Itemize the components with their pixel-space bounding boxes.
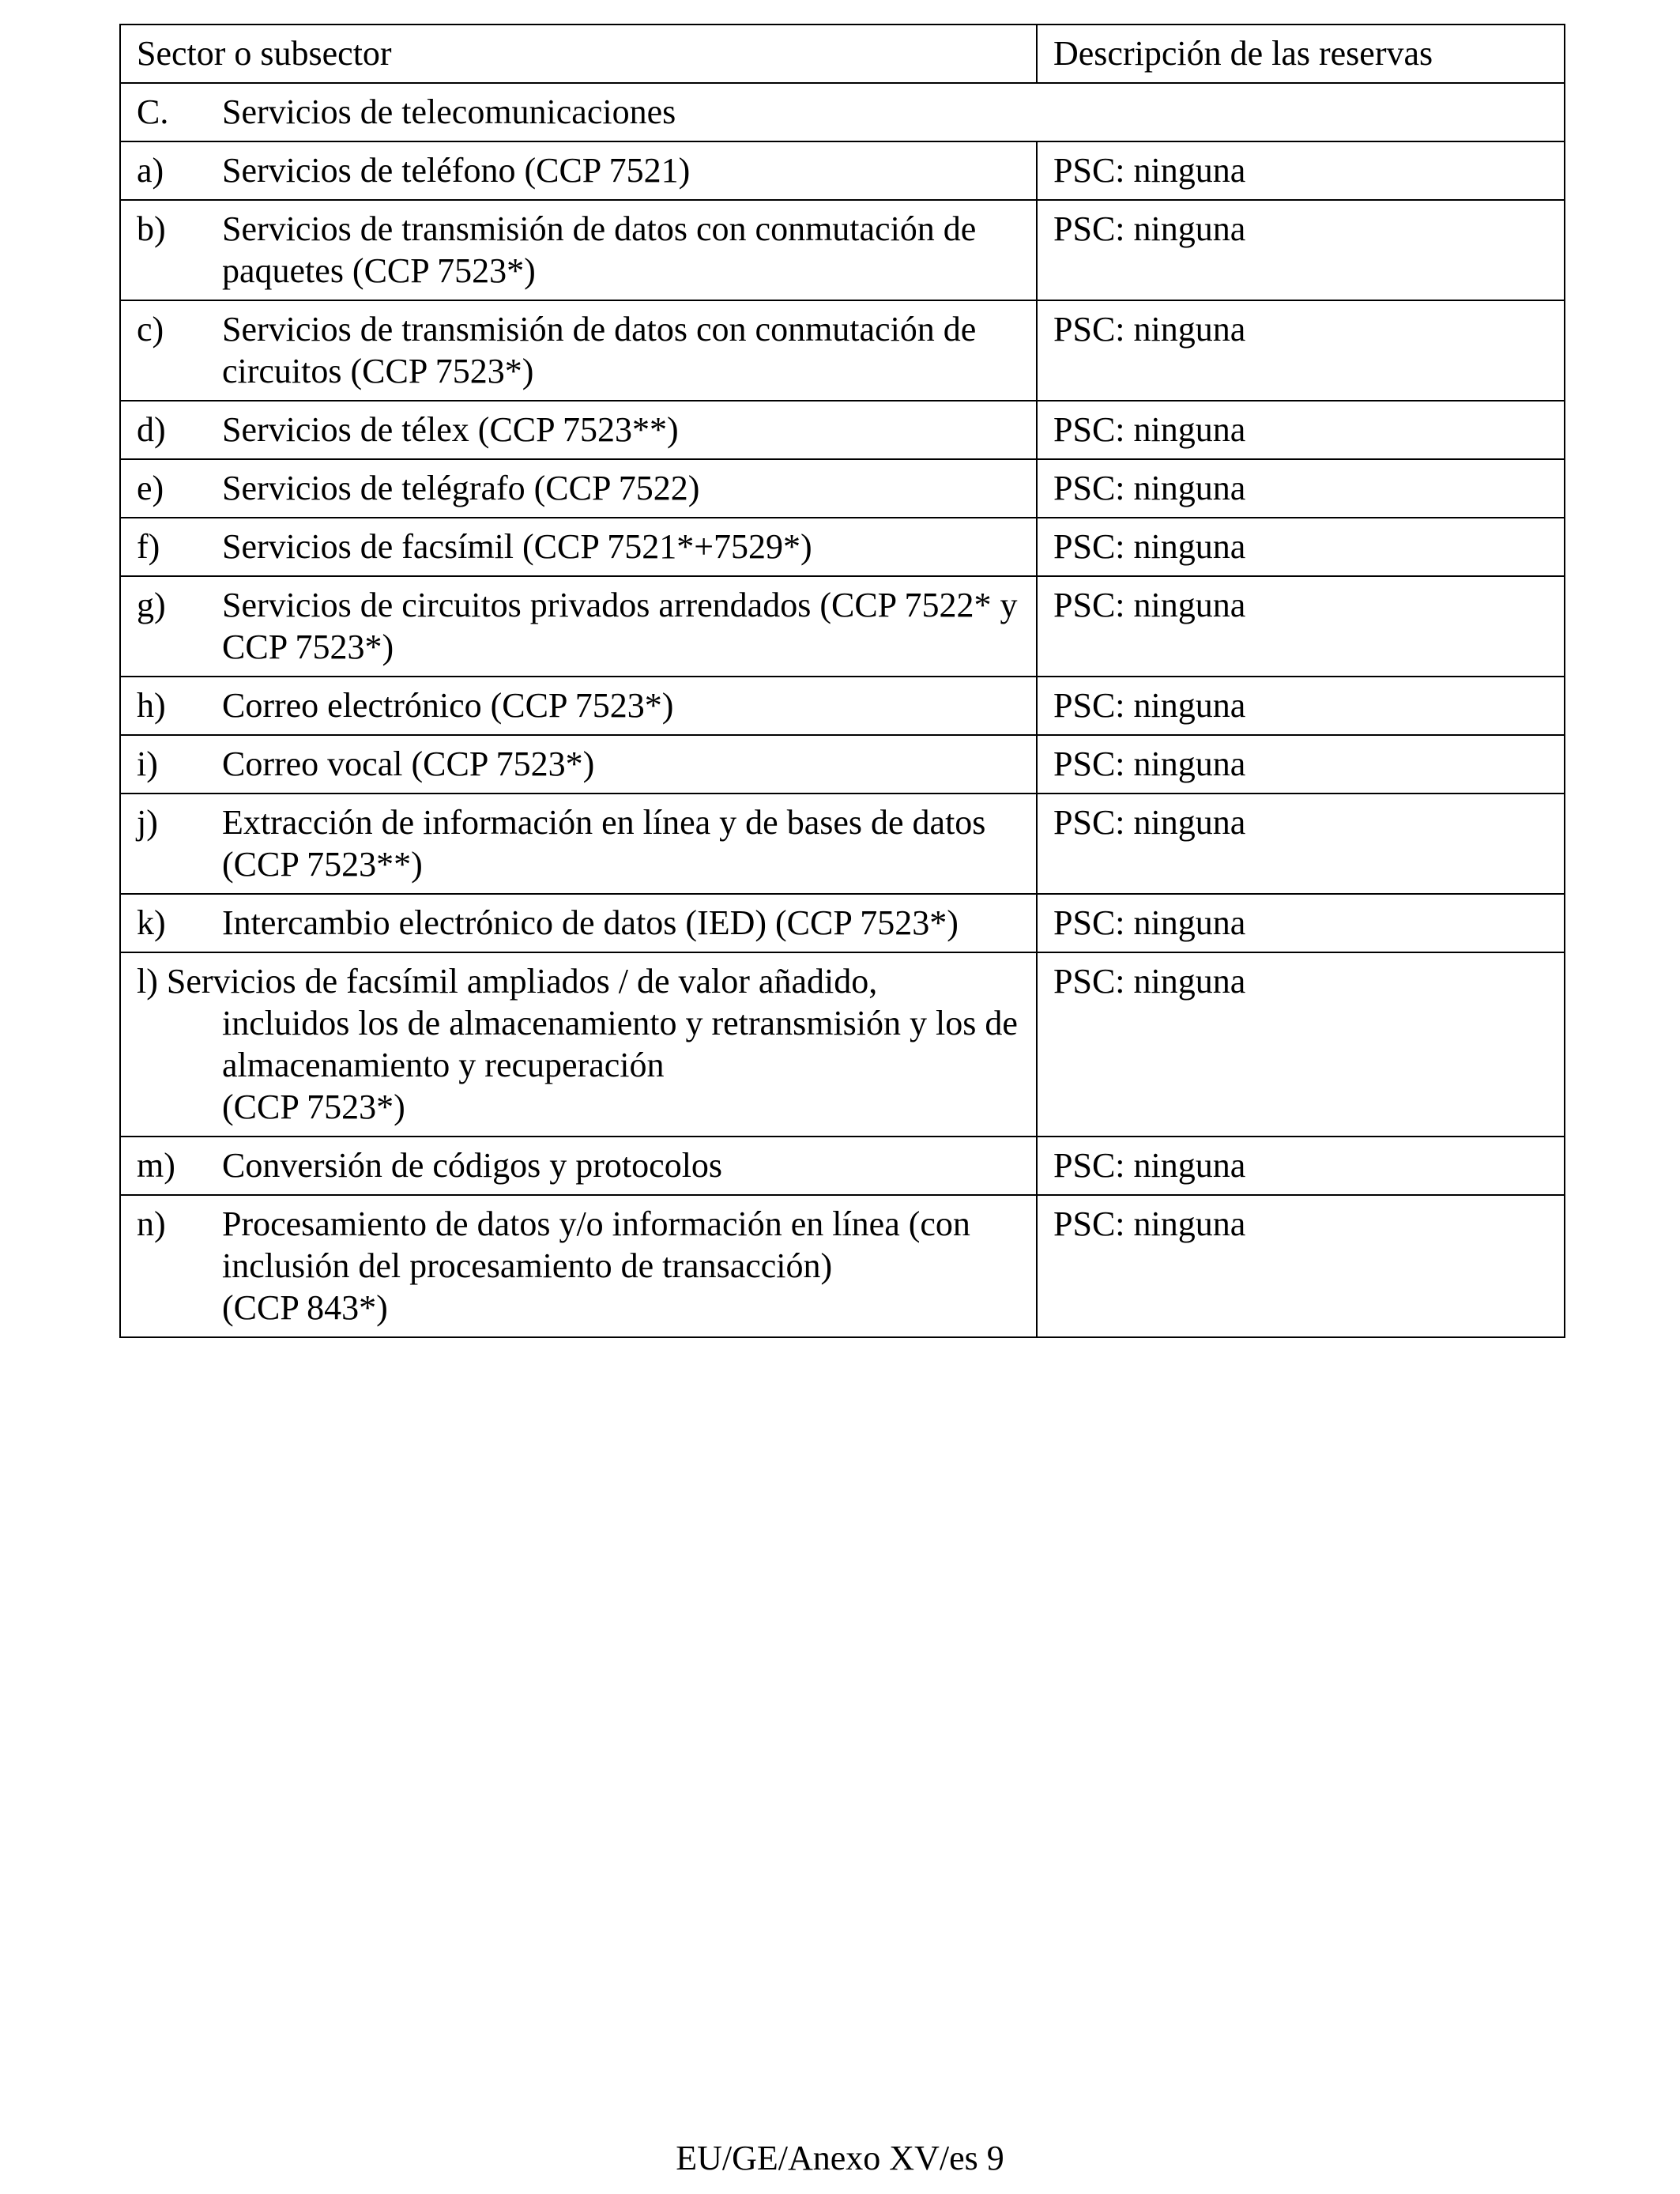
table-row: [120, 1195, 1565, 1337]
row-desc: PSC: ninguna: [1037, 401, 1565, 459]
row-label: j): [137, 803, 158, 842]
row-text: Servicios de teléfono (CCP 7521): [222, 151, 691, 190]
row-label: k): [137, 903, 166, 942]
row-label: e): [137, 469, 164, 507]
row-desc: PSC: ninguna: [1037, 141, 1565, 200]
row-text: Servicios de transmisión de datos con conmutación de circuitos (CCP 7523*): [222, 310, 977, 390]
header-sector: Sector o subsector: [120, 25, 1037, 83]
table-row: [120, 677, 1565, 735]
row-label: a): [137, 151, 164, 190]
row-desc: PSC: ninguna: [1037, 576, 1565, 677]
row-label: m): [137, 1146, 175, 1185]
header-description: Descripción de las reservas: [1037, 25, 1565, 83]
row-label: i): [137, 745, 158, 783]
reservations-table: [119, 24, 1565, 1338]
row-label: h): [137, 686, 166, 725]
row-desc: PSC: ninguna: [1037, 1195, 1565, 1337]
section-label: C.: [137, 92, 169, 131]
row-desc: PSC: ninguna: [1037, 200, 1565, 300]
row-desc: PSC: ninguna: [1037, 300, 1565, 401]
row-l-code: (CCP 7523*): [222, 1088, 405, 1126]
row-text: Correo vocal (CCP 7523*): [222, 745, 595, 783]
row-text: Servicios de telégrafo (CCP 7522): [222, 469, 700, 507]
row-l-first-line: l) Servicios de facsímil ampliados / de valor añadido,: [137, 962, 878, 1001]
page-footer: EU/GE/Anexo XV/es 9: [676, 2139, 1004, 2177]
row-l-cell: [120, 952, 1037, 1137]
row-desc: PSC: ninguna: [1037, 952, 1565, 1137]
row-text: Extracción de información en línea y de bases de datos (CCP 7523**): [222, 803, 986, 884]
row-text: Correo electrónico (CCP 7523*): [222, 686, 674, 725]
table-row: [120, 518, 1565, 576]
row-desc: PSC: ninguna: [1037, 459, 1565, 518]
row-l-rest: incluidos los de almacenamiento y retransmisión y los de almacenamiento y recuperación: [222, 1004, 1018, 1084]
table-row: [120, 952, 1565, 1137]
row-text: Conversión de códigos y protocolos: [222, 1146, 723, 1185]
row-desc: PSC: ninguna: [1037, 794, 1565, 894]
row-desc: PSC: ninguna: [1037, 1137, 1565, 1195]
table-row: [120, 1137, 1565, 1195]
section-title: Servicios de telecomunicaciones: [222, 92, 676, 131]
row-label: b): [137, 209, 166, 248]
row-label: g): [137, 586, 166, 624]
row-text: Servicios de télex (CCP 7523**): [222, 410, 679, 449]
row-text: Intercambio electrónico de datos (IED) (CCP 7523*): [222, 903, 959, 942]
table-row: [120, 576, 1565, 677]
row-label: d): [137, 410, 166, 449]
table-row: [120, 735, 1565, 794]
table-row: [120, 459, 1565, 518]
row-text: Servicios de circuitos privados arrendados (CCP 7522* y CCP 7523*): [222, 586, 1018, 666]
row-text: Procesamiento de datos y/o información en línea (con inclusión del procesamiento de transacción): [222, 1204, 970, 1285]
row-text: Servicios de transmisión de datos con conmutación de paquetes (CCP 7523*): [222, 209, 977, 290]
row-desc: PSC: ninguna: [1037, 735, 1565, 794]
section-cell: [120, 83, 1565, 141]
row-label: f): [137, 527, 160, 566]
table-row: [120, 200, 1565, 300]
row-code: (CCP 843*): [222, 1288, 388, 1327]
table-row: [120, 401, 1565, 459]
row-desc: PSC: ninguna: [1037, 677, 1565, 735]
row-label: n): [137, 1204, 166, 1243]
header-row: [120, 25, 1565, 83]
table-row: [120, 894, 1565, 952]
row-desc: PSC: ninguna: [1037, 894, 1565, 952]
section-row: [120, 83, 1565, 141]
row-text: Servicios de facsímil (CCP 7521*+7529*): [222, 527, 812, 566]
row-label: c): [137, 310, 164, 349]
table-row: [120, 141, 1565, 200]
table-row: [120, 794, 1565, 894]
table-row: [120, 300, 1565, 401]
row-desc: PSC: ninguna: [1037, 518, 1565, 576]
